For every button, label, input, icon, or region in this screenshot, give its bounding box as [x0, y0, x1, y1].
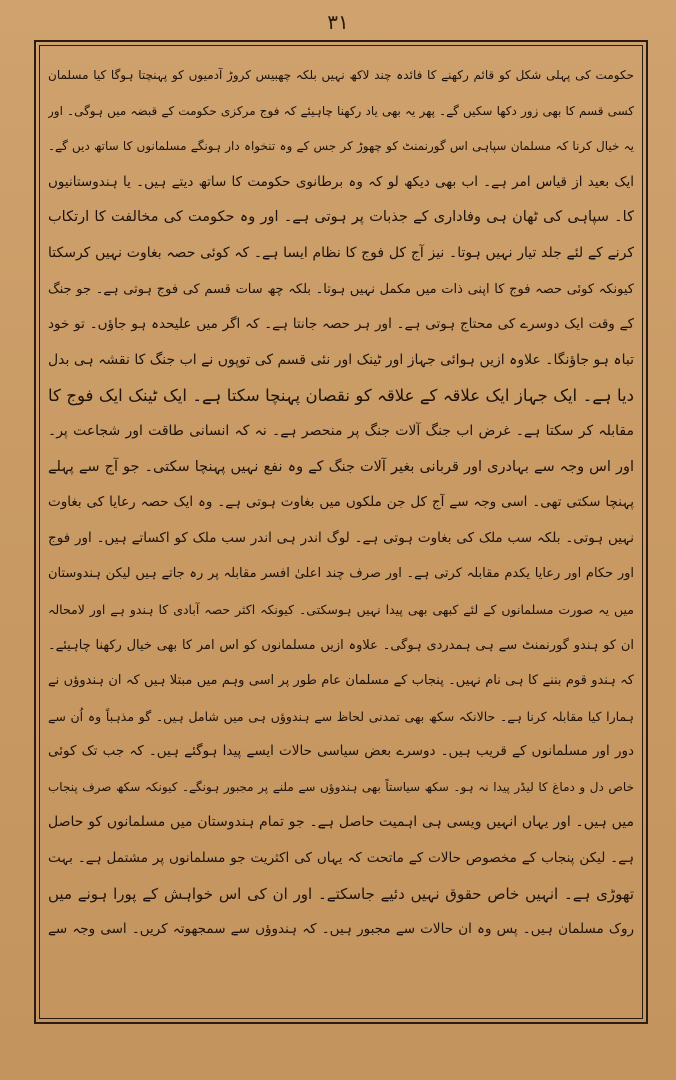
- text-line: میں ہیں۔ اور یہاں انہیں ویسی ہی اہمیت حاصل ہے۔ جو تمام ہندوستان میں مسلمانوں کو حاصل: [48, 814, 634, 831]
- text-line: کسی قسم کا بھی زور دکھا سکیں گے۔ پھر یہ بھی یاد رکھنا چاہیئے کہ فوج مرکزی حکومت کے قبضہ میں ہوگی۔ اور: [48, 103, 634, 118]
- text-line: تھوڑی ہے۔ انہیں خاص حقوق نہیں دئیے جاسکتے۔ اور ان کی اس خواہش کے پورا ہونے میں: [48, 884, 634, 903]
- text-line: پہنچا سکتی تھی۔ اسی وجہ سے آج کل جن ملکوں میں بغاوت ہوتی ہے۔ وہ ایک حصہ رعایا کی بغاوت: [48, 494, 634, 511]
- text-line: یہ خیال کرنا کہ مسلمان سپاہی اس گورنمنٹ کو چھوڑ کر جس کے وہ تنخواہ دار ہونگے مسلمانوں کا ساتھ دیں گے۔: [48, 139, 634, 154]
- body-text: [48, 58, 634, 1018]
- text-line: کیونکہ کوئی حصہ فوج کا اپنی ذات میں مکمل نہیں ہوتا۔ بلکہ چھ سات قسم کی فوج ہوتی ہے۔ جو جنگ: [48, 281, 634, 297]
- text-line: دور اور مسلمانوں کے قریب ہیں۔ دوسرے بعض سیاسی حالات ایسے پیدا ہوگئے ہیں۔ کہ جب تک کوئی: [48, 743, 634, 760]
- text-line: کرنے کے لئے جلد تیار نہیں ہوتا۔ نیز آج کل فوج کا نظام ایسا ہے۔ کہ کوئی حصہ بغاوت نہیں کرسکتا: [48, 244, 634, 261]
- text-line: حکومت کی پہلی شکل کو قائم رکھنے کا فائدہ چند لاکھ نہیں بلکہ چھبیس کروڑ آدمیوں کو پہنچتا ہوگا کیا مسلمان: [48, 68, 634, 82]
- text-line: ایک بعید از قیاس امر ہے۔ اب بھی دیکھ لو کہ وہ برطانوی حکومت کا ساتھ دیتے ہیں۔ یا ہندوستانیوں: [48, 173, 634, 190]
- text-line: کہ ہندو قوم بننے کا ہی نام نہیں۔ پنجاب کے مسلمان عام طور پر اسی وہم میں مبتلا ہیں کہ ان ہندوؤں نے: [48, 673, 634, 689]
- text-line: مقابلہ کر سکتا ہے۔ غرض اب جنگ آلات جنگ پر منحصر ہے۔ نہ کہ انسانی طاقت اور شجاعت پر۔: [48, 422, 634, 439]
- page-number: ۳۱: [327, 10, 349, 34]
- text-line: نہیں ہوتی۔ بلکہ سب ملک کی بغاوت ہوتی ہے۔ لوگ اندر ہی اندر سب ملک کو اکساتے ہیں۔ اور فوج: [48, 529, 634, 546]
- text-line: ہے۔ لیکن پنجاب کے مخصوص حالات کے ماتحت کہ یہاں کی اکثریت جو مسلمانوں پر مشتمل ہے۔ بہت: [48, 850, 634, 867]
- text-line: ان کو ہندو گورنمنٹ سے ہی ہمدردی ہوگی۔ علاوہ ازیں مسلمانوں کو اس امر کا بھی خیال رکھنا چاہیئے۔: [48, 637, 634, 653]
- text-line: میں یہ صورت مسلمانوں کے لئے کبھی بھی پیدا نہیں ہوسکتی۔ کیونکہ اکثر حصہ آبادی کا ہندو ہے اور لامحالہ: [48, 601, 634, 617]
- text-line: اور اس وجہ سے بہادری اور قربانی بغیر آلات جنگ کے وہ نفع نہیں پہنچا سکتی۔ جو آج سے پہلے: [48, 458, 634, 475]
- text-line: اور حکام اور رعایا یکدم مقابلہ کرتی ہے۔ اور صرف چند اعلیٰ افسر مقابلہ پر رہ جاتے ہیں لیکن ہندوستان: [48, 566, 634, 582]
- text-line: تباہ ہو جاؤنگا۔ علاوہ ازیں ہوائی جہاز اور ٹینک اور نئی قسم کی توپوں نے اب جنگ کا نقشہ ہی بدل: [48, 351, 634, 368]
- text-line: روک مسلمان ہیں۔ پس وہ ان حالات سے مجبور ہیں۔ کہ ہندوؤں سے سمجھوتہ کریں۔ اسی وجہ سے: [48, 921, 634, 938]
- text-line: دیا ہے۔ ایک جہاز ایک علاقہ کے علاقہ کو نقصان پہنچا سکتا ہے۔ ایک ٹینک ایک فوج کا: [48, 386, 634, 406]
- text-line: ہمارا کیا مقابلہ کرنا ہے۔ حالانکہ سکھ بھی تمدنی لحاظ سے ہندوؤں ہی میں شامل ہیں۔ گو مذہباً وہ اُن سے: [48, 708, 634, 724]
- text-line: خاص دل و دماغ کا لیڈر پیدا نہ ہو۔ سکھ سیاستاً بھی ہندوؤں سے ملنے پر مجبور ہونگے۔ کیونکہ سکھ صرف پنجاب: [48, 779, 634, 794]
- text-line: کے وقت ایک دوسرے کی محتاج ہوتی ہے۔ اور ہر حصہ جانتا ہے۔ کہ اگر میں علیحدہ ہو جاؤں۔ تو خود: [48, 316, 634, 333]
- text-line: کا۔ سپاہی کی ٹھان ہی وفاداری کے جذبات پر ہوتی ہے۔ اور وہ حکومت کی مخالفت کا ارتکاب: [48, 209, 634, 226]
